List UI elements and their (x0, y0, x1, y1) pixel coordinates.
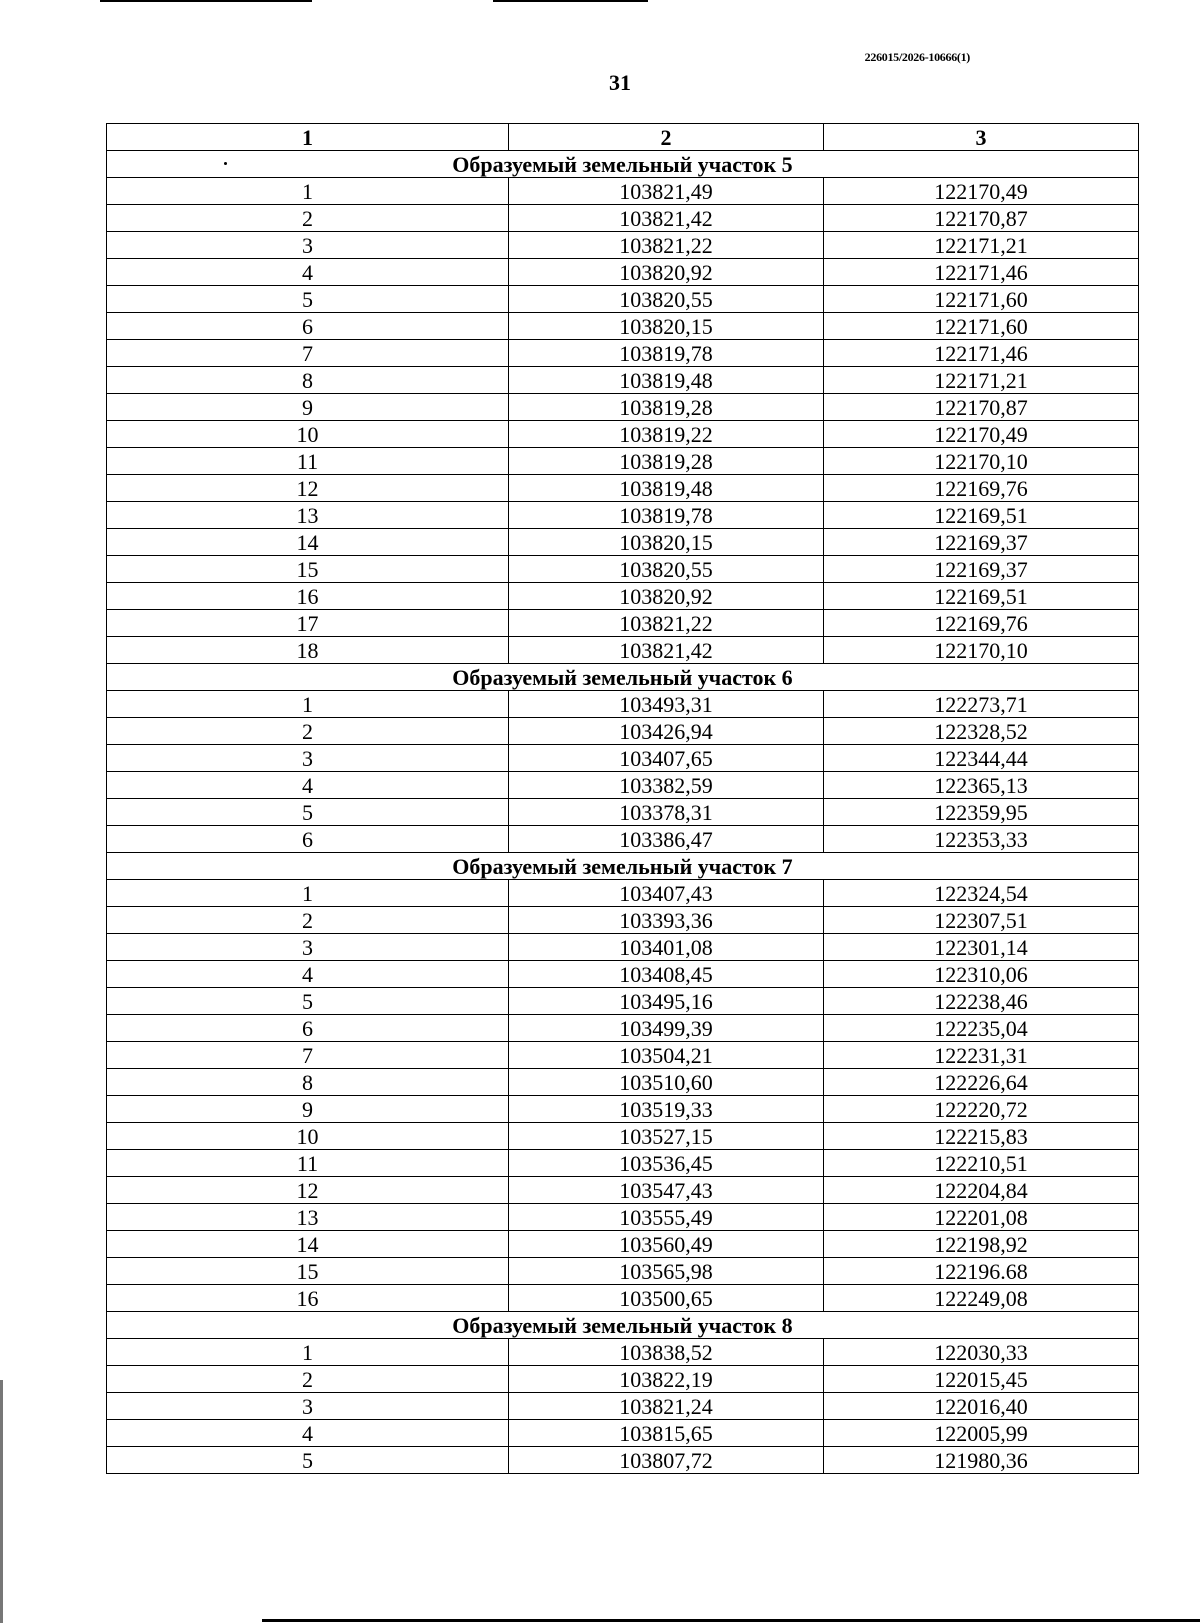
point-number-cell: 17 (107, 610, 509, 637)
table-row (107, 799, 1139, 826)
x-coordinate-cell: 103536,45 (509, 1150, 824, 1177)
x-coordinate-cell: 103821,24 (509, 1393, 824, 1420)
table-row (107, 556, 1139, 583)
scan-artifact-line (262, 1619, 1200, 1622)
x-coordinate-cell: 103819,78 (509, 502, 824, 529)
y-coordinate-cell: 122171,60 (824, 286, 1139, 313)
point-number-cell: 3 (107, 232, 509, 259)
y-coordinate-cell: 122344,44 (824, 745, 1139, 772)
point-number-cell: 8 (107, 1069, 509, 1096)
table-row (107, 313, 1139, 340)
table-row (107, 745, 1139, 772)
table-body (107, 151, 1139, 1474)
column-header: 2 (509, 124, 824, 151)
x-coordinate-cell: 103527,15 (509, 1123, 824, 1150)
y-coordinate-cell: 122171,21 (824, 367, 1139, 394)
y-coordinate-cell: 122201,08 (824, 1204, 1139, 1231)
section-title: Образуемый земельный участок 6 (107, 664, 1139, 691)
y-coordinate-cell: 122204,84 (824, 1177, 1139, 1204)
table-row (107, 637, 1139, 664)
y-coordinate-cell: 122170,87 (824, 394, 1139, 421)
table-row (107, 448, 1139, 475)
table-row (107, 340, 1139, 367)
table-row (107, 1177, 1139, 1204)
point-number-cell: 2 (107, 205, 509, 232)
x-coordinate-cell: 103555,49 (509, 1204, 824, 1231)
table-row (107, 1393, 1139, 1420)
point-number-cell: 7 (107, 340, 509, 367)
y-coordinate-cell: 122015,45 (824, 1366, 1139, 1393)
y-coordinate-cell: 122030,33 (824, 1339, 1139, 1366)
x-coordinate-cell: 103519,33 (509, 1096, 824, 1123)
y-coordinate-cell: 122324,54 (824, 880, 1139, 907)
section-title: Образуемый земельный участок 5 (107, 151, 1139, 178)
table-row (107, 178, 1139, 205)
table-row (107, 421, 1139, 448)
x-coordinate-cell: 103547,43 (509, 1177, 824, 1204)
x-coordinate-cell: 103820,15 (509, 529, 824, 556)
y-coordinate-cell: 122169,76 (824, 475, 1139, 502)
y-coordinate-cell: 122220,72 (824, 1096, 1139, 1123)
x-coordinate-cell: 103822,19 (509, 1366, 824, 1393)
x-coordinate-cell: 103426,94 (509, 718, 824, 745)
y-coordinate-cell: 122170,87 (824, 205, 1139, 232)
y-coordinate-cell: 122196.68 (824, 1258, 1139, 1285)
x-coordinate-cell: 103500,65 (509, 1285, 824, 1312)
x-coordinate-cell: 103821,42 (509, 637, 824, 664)
table-row (107, 718, 1139, 745)
scan-artifact-edge (0, 1380, 3, 1623)
point-number-cell: 12 (107, 475, 509, 502)
y-coordinate-cell: 122273,71 (824, 691, 1139, 718)
y-coordinate-cell: 122169,76 (824, 610, 1139, 637)
table-row (107, 1042, 1139, 1069)
point-number-cell: 5 (107, 988, 509, 1015)
x-coordinate-cell: 103820,92 (509, 259, 824, 286)
point-number-cell: 2 (107, 1366, 509, 1393)
point-number-cell: 5 (107, 1447, 509, 1474)
x-coordinate-cell: 103495,16 (509, 988, 824, 1015)
table-row (107, 1150, 1139, 1177)
point-number-cell: 2 (107, 907, 509, 934)
section-title: Образуемый земельный участок 7 (107, 853, 1139, 880)
table-row (107, 394, 1139, 421)
y-coordinate-cell: 122170,10 (824, 448, 1139, 475)
point-number-cell: 9 (107, 394, 509, 421)
y-coordinate-cell: 122171,46 (824, 259, 1139, 286)
table-row (107, 475, 1139, 502)
x-coordinate-cell: 103820,55 (509, 556, 824, 583)
point-number-cell: 11 (107, 1150, 509, 1177)
y-coordinate-cell: 122198,92 (824, 1231, 1139, 1258)
table-row (107, 1231, 1139, 1258)
table-row (107, 1123, 1139, 1150)
document-reference: 226015/2026-10666(1) (864, 50, 970, 64)
y-coordinate-cell: 122353,33 (824, 826, 1139, 853)
scan-speck (224, 162, 227, 165)
y-coordinate-cell: 122310,06 (824, 961, 1139, 988)
x-coordinate-cell: 103504,21 (509, 1042, 824, 1069)
y-coordinate-cell: 121980,36 (824, 1447, 1139, 1474)
point-number-cell: 8 (107, 367, 509, 394)
point-number-cell: 16 (107, 1285, 509, 1312)
table-row (107, 826, 1139, 853)
x-coordinate-cell: 103407,43 (509, 880, 824, 907)
x-coordinate-cell: 103819,48 (509, 475, 824, 502)
point-number-cell: 6 (107, 826, 509, 853)
page-number: 31 (609, 70, 631, 95)
x-coordinate-cell: 103815,65 (509, 1420, 824, 1447)
y-coordinate-cell: 122226,64 (824, 1069, 1139, 1096)
point-number-cell: 6 (107, 1015, 509, 1042)
x-coordinate-cell: 103838,52 (509, 1339, 824, 1366)
point-number-cell: 1 (107, 880, 509, 907)
table-row (107, 1447, 1139, 1474)
x-coordinate-cell: 103393,36 (509, 907, 824, 934)
x-coordinate-cell: 103407,65 (509, 745, 824, 772)
y-coordinate-cell: 122301,14 (824, 934, 1139, 961)
point-number-cell: 13 (107, 1204, 509, 1231)
table-row (107, 1366, 1139, 1393)
point-number-cell: 1 (107, 691, 509, 718)
section-title-row (107, 853, 1139, 880)
table-row (107, 502, 1139, 529)
point-number-cell: 2 (107, 718, 509, 745)
point-number-cell: 15 (107, 1258, 509, 1285)
y-coordinate-cell: 122249,08 (824, 1285, 1139, 1312)
point-number-cell: 15 (107, 556, 509, 583)
point-number-cell: 18 (107, 637, 509, 664)
point-number-cell: 10 (107, 1123, 509, 1150)
x-coordinate-cell: 103382,59 (509, 772, 824, 799)
table-row (107, 1258, 1139, 1285)
table-row (107, 1204, 1139, 1231)
table-row (107, 1015, 1139, 1042)
x-coordinate-cell: 103819,78 (509, 340, 824, 367)
y-coordinate-cell: 122171,46 (824, 340, 1139, 367)
section-title-row (107, 1312, 1139, 1339)
table-row (107, 1285, 1139, 1312)
point-number-cell: 12 (107, 1177, 509, 1204)
y-coordinate-cell: 122171,60 (824, 313, 1139, 340)
point-number-cell: 1 (107, 178, 509, 205)
point-number-cell: 1 (107, 1339, 509, 1366)
y-coordinate-cell: 122005,99 (824, 1420, 1139, 1447)
section-title: Образуемый земельный участок 8 (107, 1312, 1139, 1339)
y-coordinate-cell: 122359,95 (824, 799, 1139, 826)
x-coordinate-cell: 103560,49 (509, 1231, 824, 1258)
x-coordinate-cell: 103408,45 (509, 961, 824, 988)
point-number-cell: 4 (107, 1420, 509, 1447)
x-coordinate-cell: 103819,28 (509, 448, 824, 475)
point-number-cell: 16 (107, 583, 509, 610)
y-coordinate-cell: 122169,51 (824, 502, 1139, 529)
point-number-cell: 5 (107, 286, 509, 313)
y-coordinate-cell: 122170,49 (824, 421, 1139, 448)
table-row (107, 610, 1139, 637)
x-coordinate-cell: 103499,39 (509, 1015, 824, 1042)
x-coordinate-cell: 103821,22 (509, 610, 824, 637)
x-coordinate-cell: 103820,55 (509, 286, 824, 313)
table-row (107, 367, 1139, 394)
point-number-cell: 4 (107, 259, 509, 286)
y-coordinate-cell: 122365,13 (824, 772, 1139, 799)
y-coordinate-cell: 122328,52 (824, 718, 1139, 745)
x-coordinate-cell: 103401,08 (509, 934, 824, 961)
column-header: 1 (107, 124, 509, 151)
point-number-cell: 11 (107, 448, 509, 475)
point-number-cell: 13 (107, 502, 509, 529)
y-coordinate-cell: 122210,51 (824, 1150, 1139, 1177)
x-coordinate-cell: 103821,49 (509, 178, 824, 205)
point-number-cell: 7 (107, 1042, 509, 1069)
table-row (107, 1096, 1139, 1123)
table-row (107, 583, 1139, 610)
x-coordinate-cell: 103820,92 (509, 583, 824, 610)
table-row (107, 691, 1139, 718)
point-number-cell: 10 (107, 421, 509, 448)
y-coordinate-cell: 122171,21 (824, 232, 1139, 259)
x-coordinate-cell: 103819,28 (509, 394, 824, 421)
x-coordinate-cell: 103386,47 (509, 826, 824, 853)
x-coordinate-cell: 103819,48 (509, 367, 824, 394)
table-row (107, 934, 1139, 961)
table-row (107, 1420, 1139, 1447)
y-coordinate-cell: 122169,51 (824, 583, 1139, 610)
table-row (107, 286, 1139, 313)
point-number-cell: 4 (107, 772, 509, 799)
x-coordinate-cell: 103378,31 (509, 799, 824, 826)
table-row (107, 907, 1139, 934)
column-header: 3 (824, 124, 1139, 151)
y-coordinate-cell: 122231,31 (824, 1042, 1139, 1069)
point-number-cell: 3 (107, 934, 509, 961)
y-coordinate-cell: 122235,04 (824, 1015, 1139, 1042)
point-number-cell: 5 (107, 799, 509, 826)
table-row (107, 1069, 1139, 1096)
point-number-cell: 14 (107, 529, 509, 556)
x-coordinate-cell: 103510,60 (509, 1069, 824, 1096)
point-number-cell: 9 (107, 1096, 509, 1123)
table-row (107, 205, 1139, 232)
scan-artifact-line (100, 0, 312, 2)
x-coordinate-cell: 103819,22 (509, 421, 824, 448)
point-number-cell: 4 (107, 961, 509, 988)
table-row (107, 772, 1139, 799)
y-coordinate-cell: 122170,10 (824, 637, 1139, 664)
y-coordinate-cell: 122307,51 (824, 907, 1139, 934)
table-row (107, 880, 1139, 907)
table-row (107, 961, 1139, 988)
x-coordinate-cell: 103820,15 (509, 313, 824, 340)
point-number-cell: 3 (107, 1393, 509, 1420)
y-coordinate-cell: 122169,37 (824, 556, 1139, 583)
table-row (107, 232, 1139, 259)
table-row (107, 1339, 1139, 1366)
table-row (107, 529, 1139, 556)
point-number-cell: 3 (107, 745, 509, 772)
y-coordinate-cell: 122238,46 (824, 988, 1139, 1015)
coordinates-table (106, 123, 1139, 1474)
y-coordinate-cell: 122016,40 (824, 1393, 1139, 1420)
x-coordinate-cell: 103821,22 (509, 232, 824, 259)
table-row (107, 988, 1139, 1015)
y-coordinate-cell: 122170,49 (824, 178, 1139, 205)
point-number-cell: 14 (107, 1231, 509, 1258)
header-row (107, 124, 1139, 151)
y-coordinate-cell: 122215,83 (824, 1123, 1139, 1150)
x-coordinate-cell: 103493,31 (509, 691, 824, 718)
x-coordinate-cell: 103565,98 (509, 1258, 824, 1285)
table-row (107, 259, 1139, 286)
y-coordinate-cell: 122169,37 (824, 529, 1139, 556)
scan-artifact-line (493, 0, 648, 2)
x-coordinate-cell: 103821,42 (509, 205, 824, 232)
section-title-row (107, 664, 1139, 691)
x-coordinate-cell: 103807,72 (509, 1447, 824, 1474)
section-title-row (107, 151, 1139, 178)
point-number-cell: 6 (107, 313, 509, 340)
